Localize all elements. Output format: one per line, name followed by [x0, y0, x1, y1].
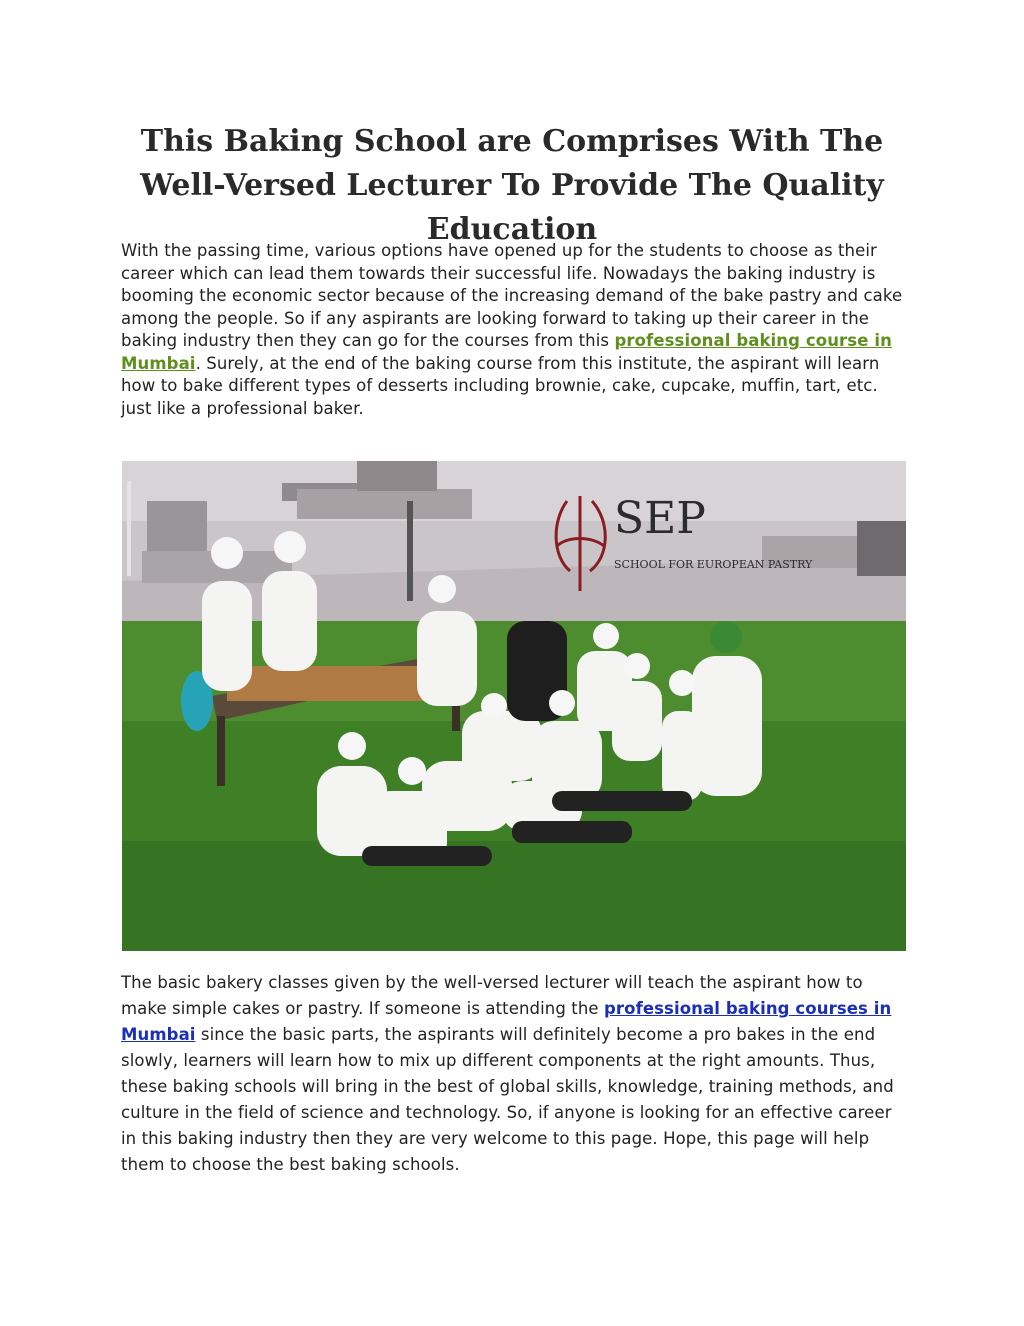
body-text-after: since the basic parts, the aspirants will definitely become a pro bakes in the end slowly, learners will learn how to mix up different components at the right amounts. Thus, these baking schools will bring in the best of global skills, knowledge, training methods, and culture in the field of science and technology. So, if anyone is looking for an effective career in this baking industry then they are very welcome to this page. Hope, this page will help them to choose the best baking schools.	[121, 1025, 894, 1174]
intro-paragraph	[121, 240, 911, 420]
body-paragraph	[121, 970, 911, 1178]
page-title: This Baking School are Comprises With The Well-Versed Lecturer To Provide The Quality Education	[140, 124, 884, 247]
group-photo	[122, 461, 906, 951]
baking-courses-link[interactable]: professional baking courses in Mumbai	[121, 999, 892, 1044]
baking-course-link[interactable]: professional baking course in Mumbai	[121, 331, 892, 373]
body-text-before: The basic bakery classes given by the well-versed lecturer will teach the aspirant how to make simple cakes or pastry. If someone is attending the	[121, 973, 863, 1018]
intro-text-after: . Surely, at the end of the baking course from this institute, the aspirant will learn how to bake different types of desserts including brownie, cake, cupcake, muffin, tart, etc. just like a professional baker.	[121, 353, 880, 418]
intro-text-before: With the passing time, various options have opened up for the students to choose as their career which can lead them towards their successful life. Nowadays the baking industry is booming the economic sector because of the increasing demand of the bake pastry and cake among the people. So if any aspirants are looking forward to taking up their career in the baking industry then they can go for the courses from this	[121, 241, 903, 350]
logo-subtitle: SCHOOL FOR EUROPEAN PASTRY	[614, 558, 813, 571]
logo-wordmark: SEP	[614, 493, 706, 544]
